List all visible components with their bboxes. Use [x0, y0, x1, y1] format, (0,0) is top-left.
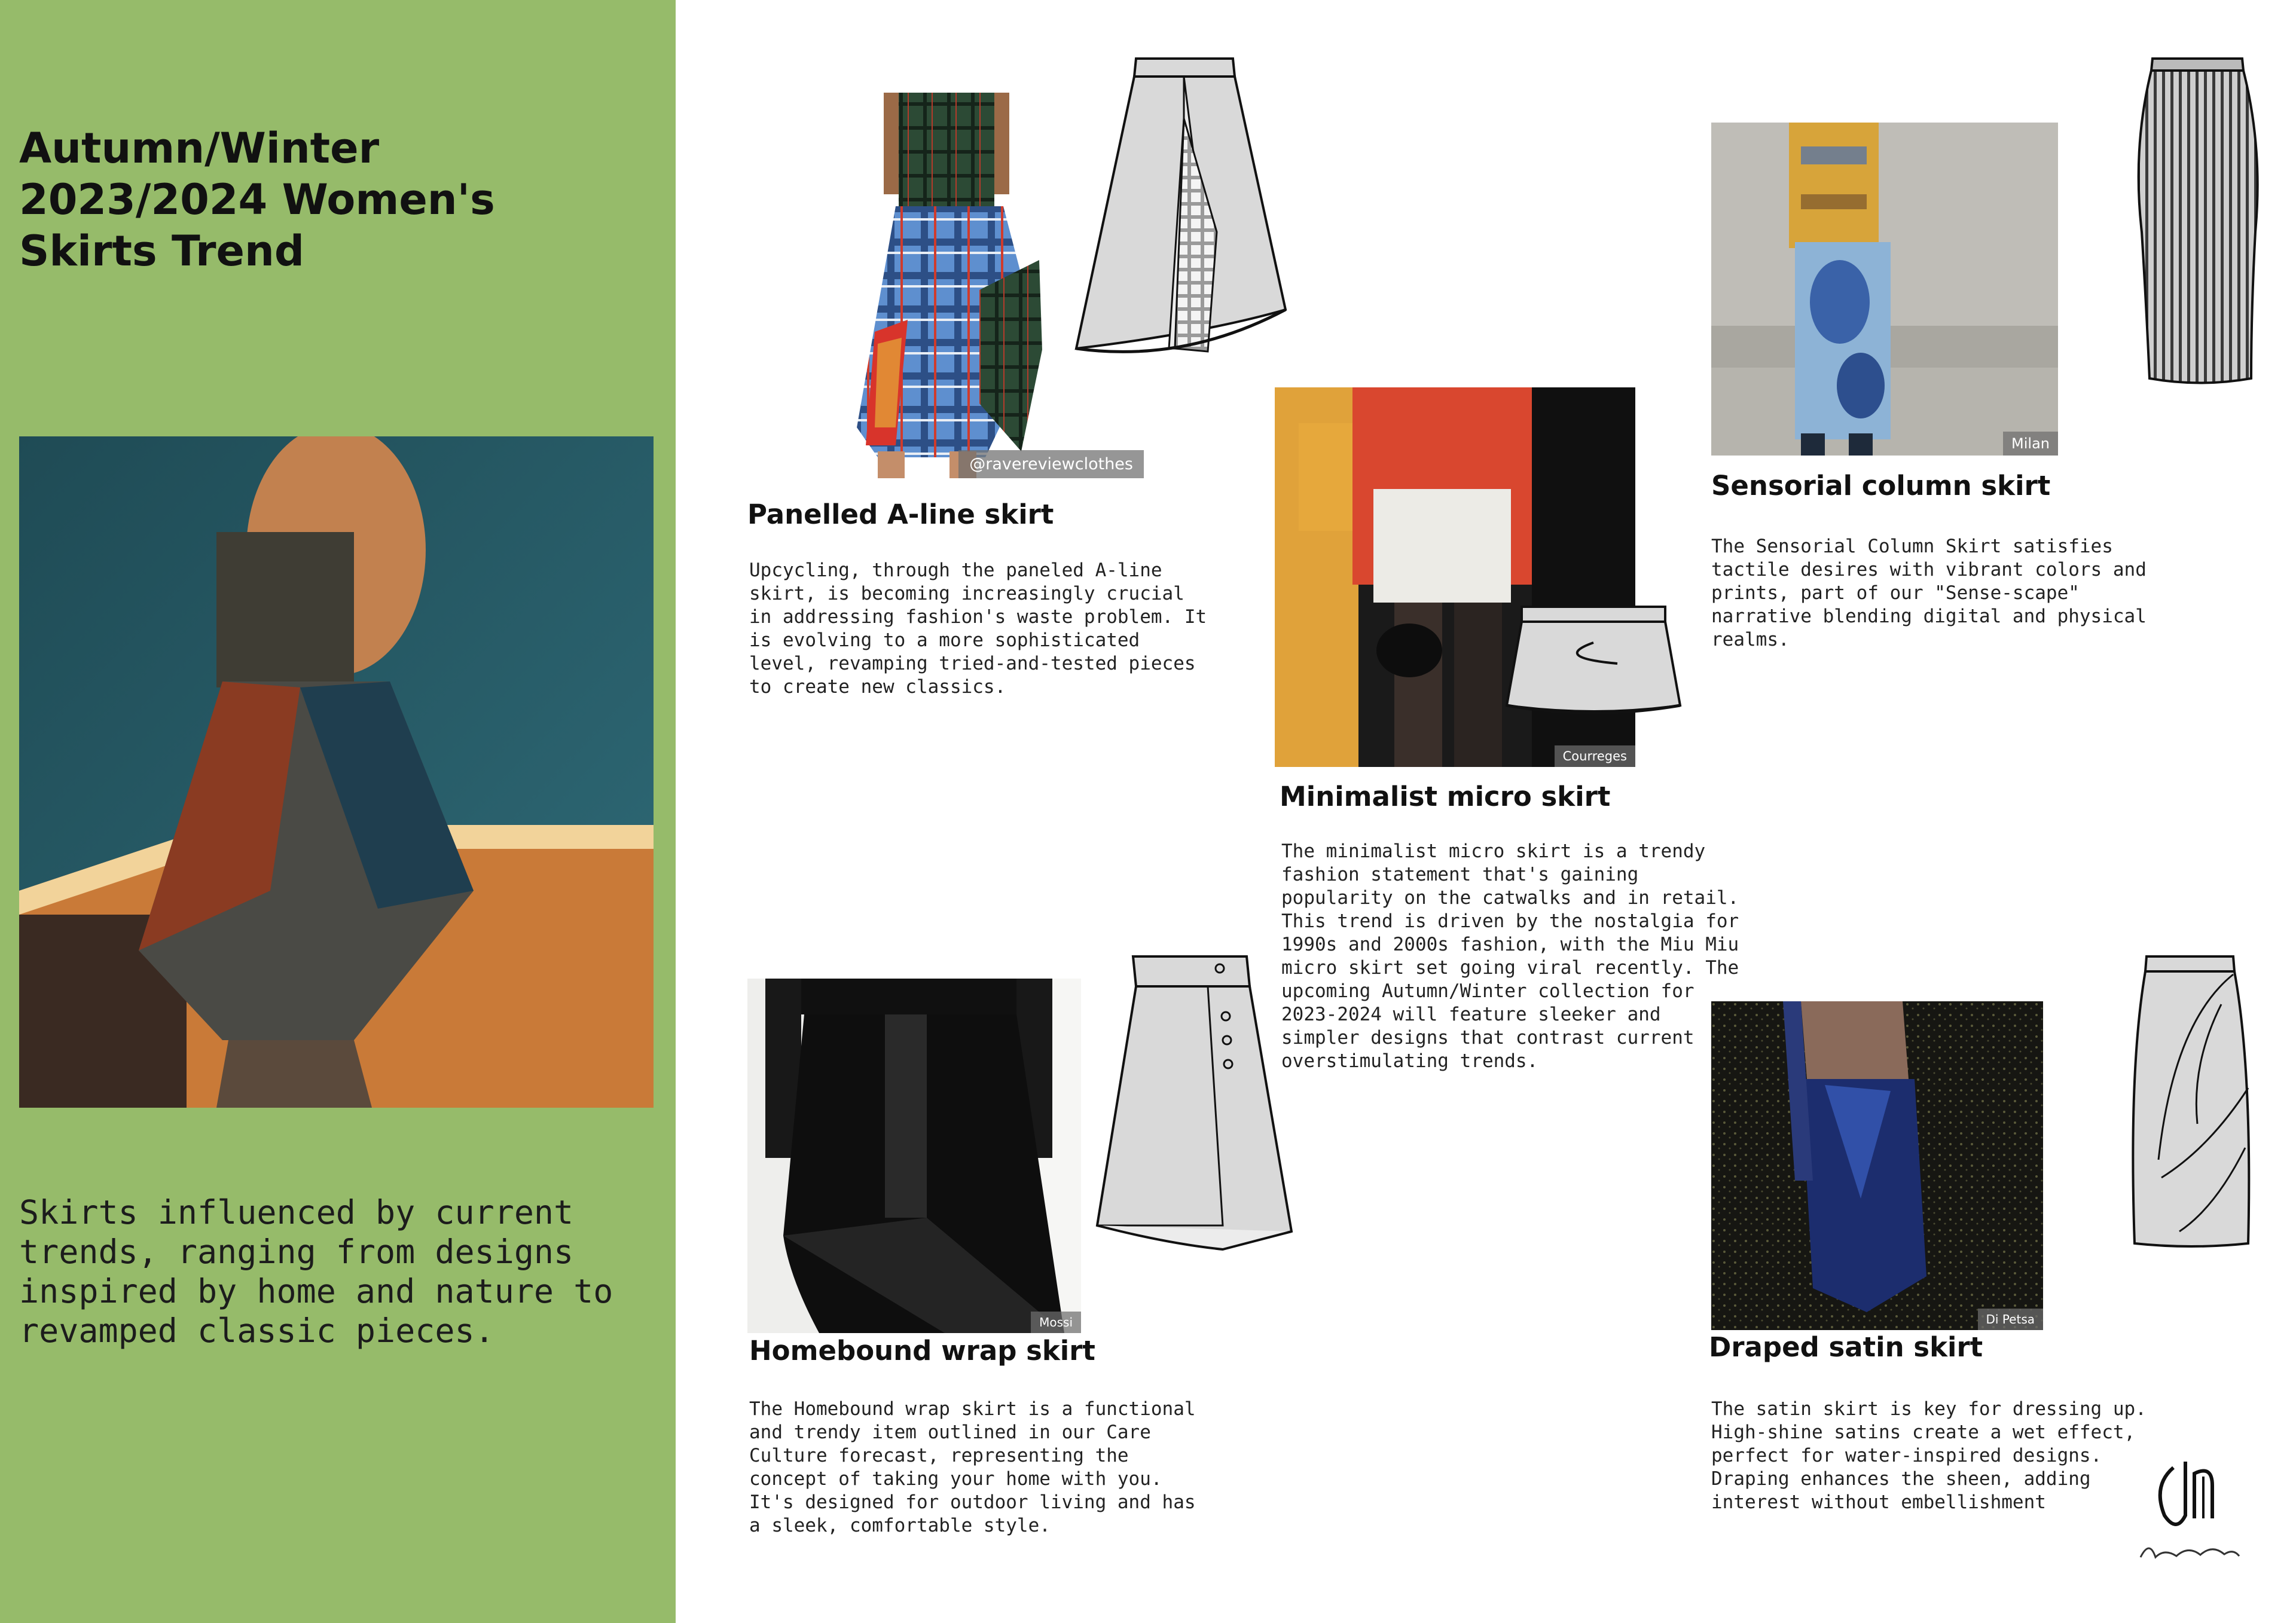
satin-skirt-sketch	[2126, 950, 2254, 1252]
column-skirt-title: Sensorial column skirt	[1711, 470, 2051, 502]
page-title: Autumn/Winter 2023/2024 Women's Skirts Trend	[19, 124, 495, 276]
wrap-skirt-photo	[747, 979, 1081, 1333]
satin-skirt-text: The satin skirt is key for dressing up. High-shine satins create a wet effect, perfect for water-inspired designs. Draping enhances the sheen, adding interest without embellishment	[1711, 1398, 2147, 1513]
column-skirt-sketch	[2129, 53, 2263, 390]
column-skirt-photo	[1711, 123, 2058, 456]
photo-credit-panelled: @ravereviewclothes	[958, 450, 1144, 478]
photo-credit-column: Milan	[2003, 432, 2058, 456]
photo-credit-wrap: Mossi	[1031, 1312, 1081, 1333]
designer-signature-logo	[2129, 1450, 2248, 1572]
micro-skirt-text: The minimalist micro skirt is a trendy fashion statement that's gaining popularity on the catwalks and in retail. This trend is driven by the nostalgia for 1990s and 2000s fashion, with the Miu Miu micro skirt set going viral recently. The upcoming Autumn/Winter collection for 2023-2024 will feature sleeker and simpler designs that contrast current overstimulating trends.	[1281, 840, 1739, 1072]
panelled-skirt-sketch	[1064, 53, 1297, 363]
satin-skirt-title: Draped satin skirt	[1709, 1331, 1983, 1363]
micro-skirt-sketch	[1504, 595, 1683, 723]
wrap-skirt-text: The Homebound wrap skirt is a functional and trendy item outlined in our Care Culture forecast, representing the concept of taking your home with you. It's designed for outdoor living and has a sleek, comfortable style.	[749, 1398, 1196, 1536]
wrap-skirt-title: Homebound wrap skirt	[749, 1335, 1095, 1367]
photo-credit-micro: Courreges	[1555, 745, 1635, 767]
micro-skirt-title: Minimalist micro skirt	[1280, 781, 1611, 812]
satin-skirt-photo	[1711, 1001, 2043, 1330]
photo-credit-satin: Di Petsa	[1978, 1309, 2043, 1330]
wrap-skirt-sketch	[1094, 950, 1294, 1273]
hero-photo	[19, 436, 654, 1108]
intro-text: Skirts influenced by current trends, ranging from designs inspired by home and nature to revamped classic pieces.	[19, 1193, 613, 1350]
panelled-skirt-title: Panelled A-line skirt	[747, 499, 1054, 530]
panelled-skirt-text: Upcycling, through the paneled A-line skirt, is becoming increasingly crucial in addressing fashion's waste problem. It is evolving to a more sophisticated level, revamping tried-and-tested pieces to create new classics.	[749, 560, 1207, 698]
column-skirt-text: The Sensorial Column Skirt satisfies tactile desires with vibrant colors and prints, part of our "Sense-scape" narrative blending digital and physical realms.	[1711, 536, 2147, 650]
